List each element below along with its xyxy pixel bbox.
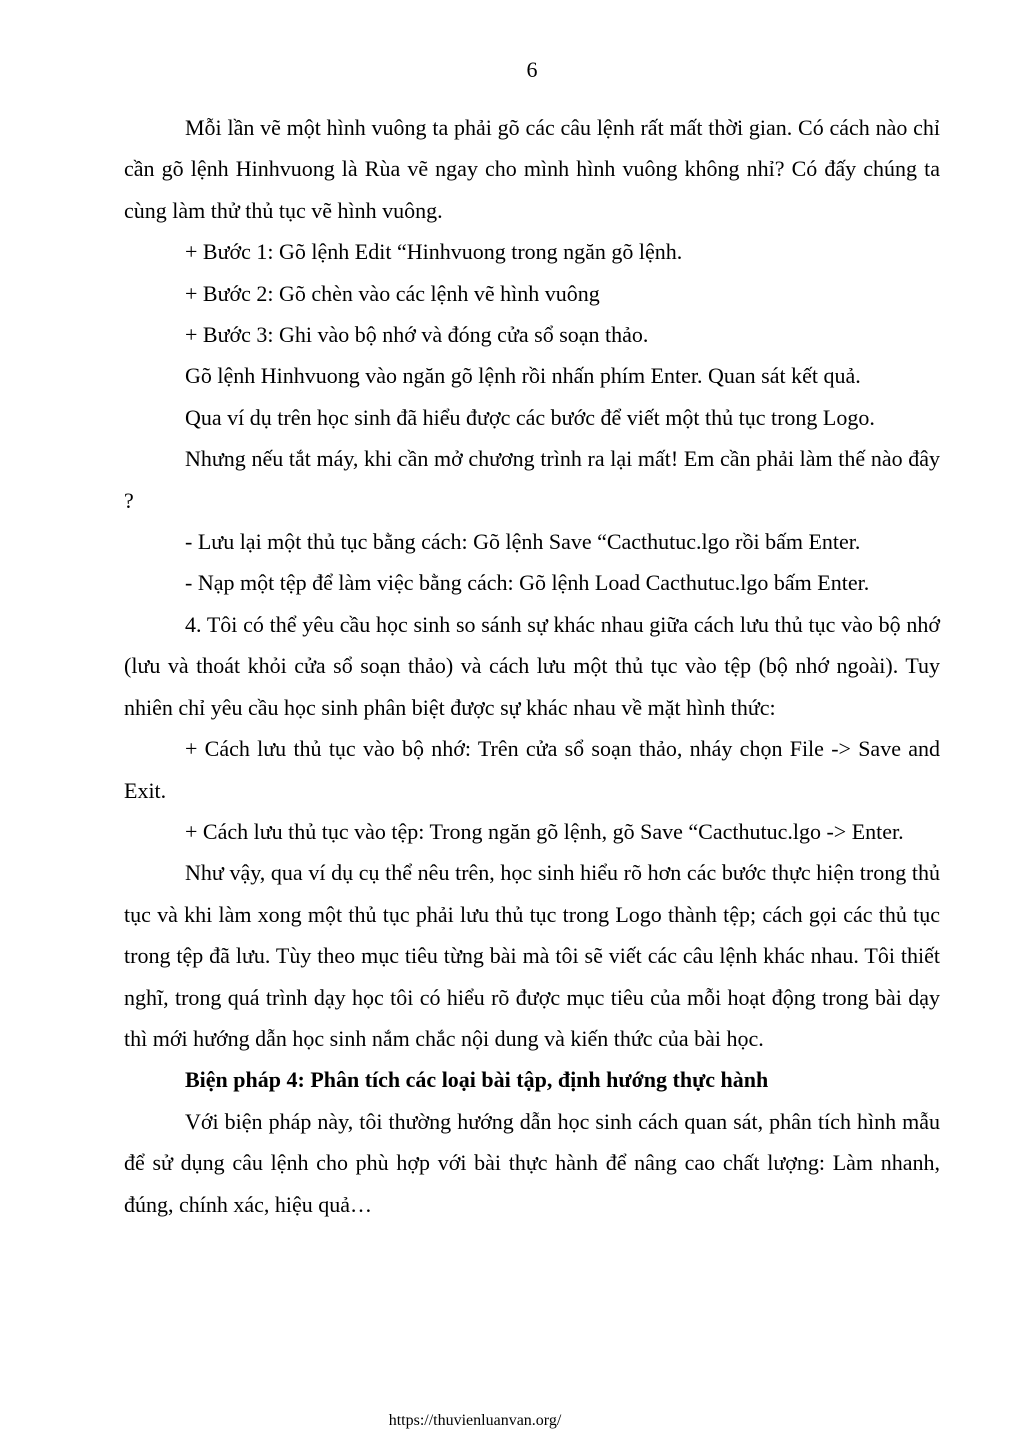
paragraph: + Cách lưu thủ tục vào tệp: Trong ngăn gõ lệnh, gõ Save “Cacthutuc.lgo -> Enter.	[185, 818, 904, 844]
section-heading: Biện pháp 4: Phân tích các loại bài tập, định hướng thực hành	[185, 1067, 769, 1093]
paragraph: - Lưu lại một thủ tục bằng cách: Gõ lệnh Save “Cacthutuc.lgo rồi bấm Enter.	[185, 529, 861, 555]
paragraph: 4. Tôi có thể yêu cầu học sinh so sánh sự khác nhau giữa cách lưu thủ tục vào bộ nhớ (lưu và thoát khỏi cửa sổ soạn thảo) và cách lưu một thủ tục vào tệp (bộ nhớ ngoài). Tuy nhiên chỉ yêu cầu học sinh phân biệt được sự khác nhau về mặt hình thức:	[124, 611, 940, 720]
paragraph: Với biện pháp này, tôi thường hướng dẫn học sinh cách quan sát, phân tích hình mẫu để sử dụng câu lệnh cho phù hợp với bài thực hành để nâng cao chất lượng: Làm nhanh, đúng, chính xác, hiệu quả…	[124, 1108, 940, 1217]
paragraph: Như vậy, qua ví dụ cụ thể nêu trên, học sinh hiểu rõ hơn các bước thực hiện trong thủ tục và khi làm xong một thủ tục phải lưu thủ tục trong Logo thành tệp; cách gọi các thủ tục trong tệp đã lưu. Tùy theo mục tiêu từng bài mà tôi sẽ viết các câu lệnh khác nhau. Tôi thiết nghĩ, trong quá trình dạy học tôi có hiểu rõ được mục tiêu của mỗi hoạt động trong bài dạy thì mới hướng dẫn học sinh nắm chắc nội dung và kiến thức của bài học.	[124, 860, 940, 1051]
paragraph: + Bước 1: Gõ lệnh Edit “Hinhvuong trong ngăn gõ lệnh.	[185, 239, 683, 265]
paragraph: Qua ví dụ trên học sinh đã hiểu được các bước để viết một thủ tục trong Logo.	[185, 404, 875, 430]
paragraph: Mỗi lần vẽ một hình vuông ta phải gõ các câu lệnh rất mất thời gian. Có cách nào chỉ cần gõ lệnh Hinhvuong là Rùa vẽ ngay cho mình hình vuông không nhỉ? Có đấy chúng ta cùng làm thử thủ tục vẽ hình vuông.	[124, 115, 940, 223]
footer-url: https://thuvienluanvan.org/	[388, 1412, 562, 1429]
paragraph: Nhưng nếu tắt máy, khi cần mở chương trình ra lại mất! Em cần phải làm thế nào đây ?	[124, 446, 940, 513]
paragraph: - Nạp một tệp để làm việc bằng cách: Gõ lệnh Load Cacthutuc.lgo bấm Enter.	[185, 570, 870, 596]
paragraph: + Cách lưu thủ tục vào bộ nhớ: Trên cửa sổ soạn thảo, nháy chọn File -> Save and Exit.	[124, 736, 940, 803]
paragraph: Gõ lệnh Hinhvuong vào ngăn gõ lệnh rồi nhấn phím Enter. Quan sát kết quả.	[185, 363, 861, 389]
page-number: 6	[526, 57, 538, 82]
paragraph: + Bước 3: Ghi vào bộ nhớ và đóng cửa sổ soạn thảo.	[185, 322, 649, 348]
paragraph: + Bước 2: Gõ chèn vào các lệnh vẽ hình vuông	[185, 280, 600, 306]
document-body	[124, 107, 940, 1225]
